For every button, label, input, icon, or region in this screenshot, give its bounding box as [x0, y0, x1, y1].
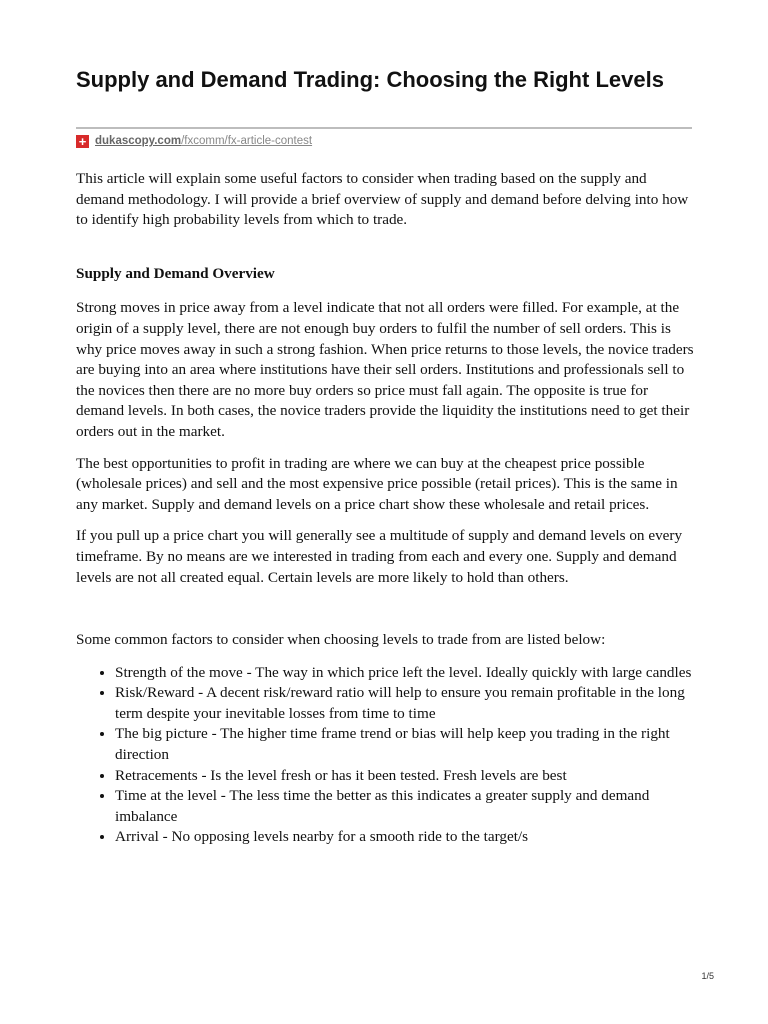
- list-item: • Strength of the move - The way in which price left the level. Ideally quickly with large candles: [115, 663, 696, 684]
- title-divider: [76, 127, 692, 129]
- list-item: • Retracements - Is the level fresh or has it been tested. Fresh levels are best: [115, 766, 696, 787]
- source-line: [76, 132, 312, 150]
- paragraph-factors-intro: Some common factors to consider when choosing levels to trade from are listed below:: [76, 631, 606, 649]
- section-heading: Supply and Demand Overview: [76, 264, 275, 282]
- page-number: 1/5: [701, 971, 714, 981]
- article-body: [76, 169, 696, 848]
- list-item: • The big picture - The higher time frame trend or bias will help keep you trading in the right direction: [115, 724, 696, 765]
- paragraph-orders: Strong moves in price away from a level indicate that not all orders were filled. For example, at the origin of a supply level, there are not enough buy orders to fulfil the number of sell orders. This is why price moves away in such a strong fashion. When price returns to those levels, the novice traders are buying into an area where institutions have their sell orders. Institutions and professionals sell to the novices then there are no more buy orders so price must fall again. The opposite is true for demand levels. In both cases, the novice traders provide the liquidity the institutions need to get their orders out in the market.: [76, 299, 694, 440]
- factors-list: [76, 663, 696, 848]
- source-path-link[interactable]: /fxcomm/fx-article-contest: [181, 135, 313, 147]
- list-item: • Time at the level - The less time the better as this indicates a greater supply and demand imbalance: [115, 786, 696, 827]
- plus-icon: +: [76, 135, 89, 148]
- paragraph-price-chart: If you pull up a price chart you will generally see a multitude of supply and demand levels on every timeframe. By no means are we interested in trading from each and every one. Supply and demand levels are not all created equal. Certain levels are more likely to hold than others.: [76, 527, 683, 586]
- intro-paragraph: This article will explain some useful factors to consider when trading based on the supply and demand methodology. I will provide a brief overview of supply and demand before delving into how to identify high probability levels from which to trade.: [76, 170, 689, 229]
- list-item: • Risk/Reward - A decent risk/reward ratio will help to ensure you remain profitable in the long term despite your inevitable losses from time to time: [115, 683, 696, 724]
- source-domain-link[interactable]: dukascopy.com: [95, 135, 182, 147]
- list-item: • Arrival - No opposing levels nearby for a smooth ride to the target/s: [115, 827, 696, 848]
- paragraph-opportunities: The best opportunities to profit in trading are where we can buy at the cheapest price possible (wholesale prices) and sell and the most expensive price possible (retail prices). This is the same in any market. Supply and demand levels on a price chart show these wholesale and retail prices.: [76, 454, 678, 513]
- article-title: Supply and Demand Trading: Choosing the Right Levels: [76, 67, 664, 92]
